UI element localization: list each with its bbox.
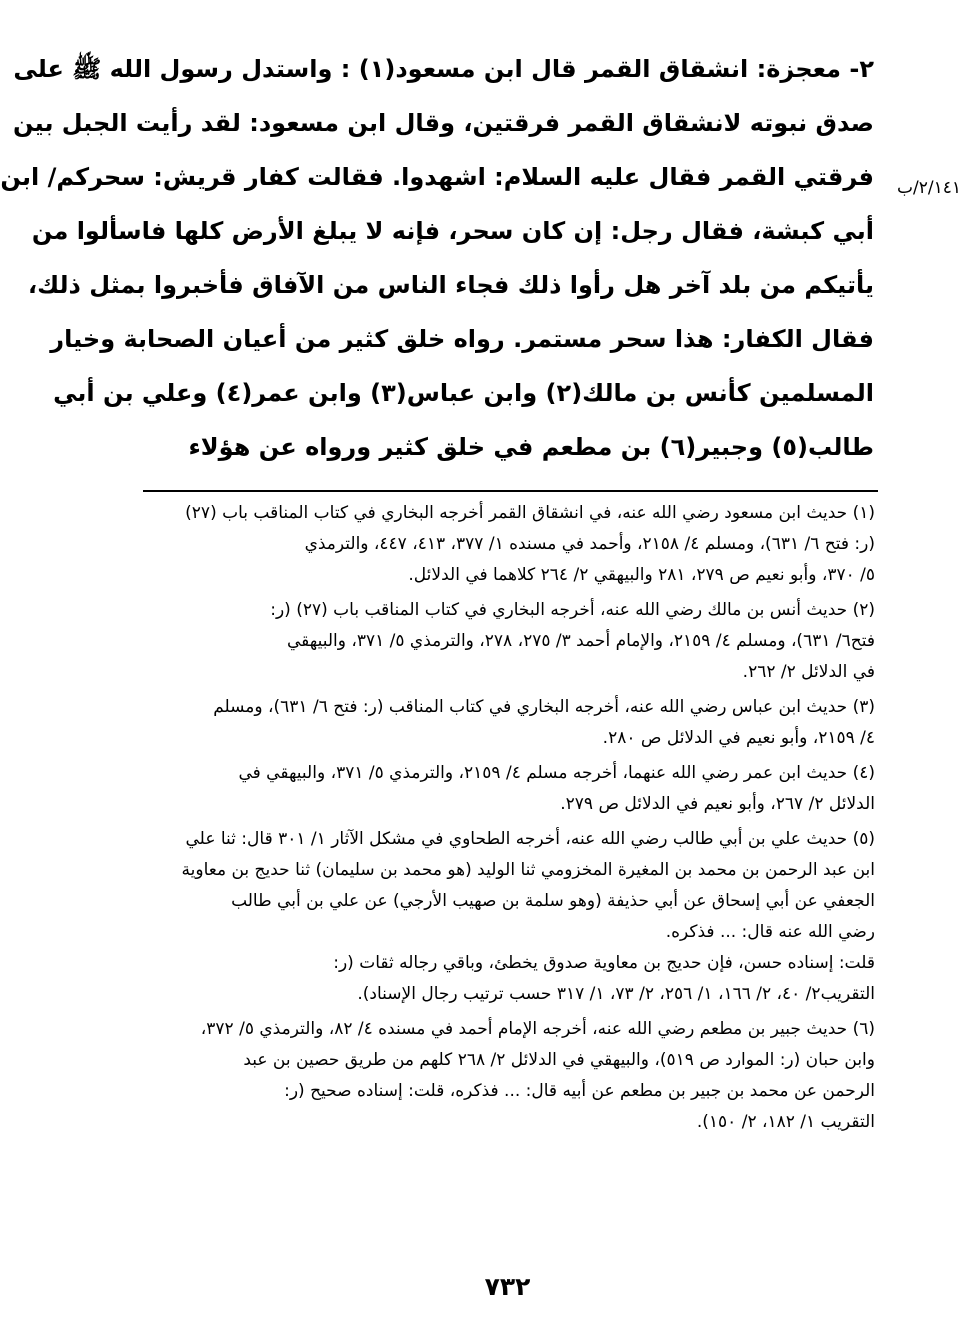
footnote-line: (١) حديث ابن مسعود رضي الله عنه، في انشقاق القمر أخرجه البخاري في كتاب المناقب باب (٢٧): [185, 503, 875, 523]
footnote-line: (٣) حديث ابن عباس رضي الله عنه، أخرجه البخاري في كتاب المناقب (ر: فتح ٦/ ٦٣١)، ومسلم: [213, 697, 875, 717]
footnote-line: الجعفي عن أبي إسحاق عن أبي حذيفة (وهو سلمة بن صهيب الأرجي) عن علي بن أبي طالب: [231, 891, 875, 911]
body-line: صدق نبوته لانشقاق القمر فرقتين، وقال ابن مسعود: لقد رأيت الجبل بين: [13, 109, 874, 137]
footnote-line: (٦) حديث جبير بن مطعم رضي الله عنه، أخرجه الإمام أحمد في مسنده ٤/ ٨٢، والترمذي ٥/ ٣٧٢،: [200, 1019, 875, 1039]
manuscript-folio-note: ٢/١٤١/ب: [897, 178, 961, 198]
body-line: طالب(٥) وجبير(٦) بن مطعم في خلق كثير ورواه عن هؤلاء: [188, 433, 874, 461]
footnote-line: قلت: إسناده حسن، فإن حديج بن معاوية صدوق يخطئ، وباقي رجاله ثقات (ر:: [333, 953, 875, 973]
body-line: فرقتي القمر فقال عليه السلام: اشهدوا. فقالت كفار قريش: سحركم/ ابن: [0, 163, 874, 191]
footnote-6: [141, 1014, 875, 1138]
footnote-line: في الدلائل ٢/ ٢٦٢.: [742, 662, 875, 682]
footnote-divider: [143, 490, 878, 492]
footnote-line: الدلائل ٢/ ٢٦٧، وأبو نعيم في الدلائل ص ٢٧٩.: [560, 794, 875, 814]
footnote-line: ٥/ ٣٧٠، وأبو نعيم ص ٢٧٩، ٢٨١ والبيهقي ٢/ ٢٦٤ كلاهما في الدلائل.: [408, 565, 875, 585]
footnote-5: [141, 824, 875, 1010]
footnote-line: التقريب٢/ ٤٠، ٢/ ١٦٦، ١/ ٢٥٦، ٢/ ٧٣، ١/ ٣١٧ حسب ترتيب رجال الإسناد).: [357, 984, 875, 1004]
footnote-line: الرحمن عن محمد بن جبير بن مطعم عن أبيه قال: ... فذكره، قلت: إسناده صحيح (ر:: [284, 1081, 875, 1101]
body-line: أبي كبشة، فقال رجل: إن كان سحر، فإنه لا يبلغ الأرض كلها فاسألوا من: [31, 217, 874, 245]
footnote-line: (ر: فتح ٦/ ٦٣١)، ومسلم ٤/ ٢١٥٨، وأحمد في مسنده ١/ ٣٧٧، ٤١٣، ٤٤٧، والترمذي: [304, 534, 875, 554]
main-body-text: [0, 42, 874, 474]
footnote-4: [141, 758, 875, 820]
footnote-line: رضي الله عنه قال: ... فذكره.: [665, 922, 875, 942]
footnotes-section: [141, 498, 875, 1142]
page-number: ٧٣٢: [484, 1272, 531, 1301]
body-line: فقال الكفار: هذا سحر مستمر. رواه خلق كثير من أعيان الصحابة وخيار: [50, 325, 874, 353]
footnote-1: [141, 498, 875, 591]
footnote-line: (٤) حديث ابن عمر رضي الله عنهما، أخرجه مسلم ٤/ ٢١٥٩، والترمذي ٥/ ٣٧١، والبيهقي في: [238, 763, 875, 783]
body-line: المسلمين كأنس بن مالك(٢) وابن عباس(٣) وابن عمر(٤) وعلي بن أبي: [53, 379, 874, 407]
footnote-line: وابن حبان (ر: الموارد ص ٥١٩)، والبيهقي في الدلائل ٢/ ٢٦٨ كلهم من طريق حصين بن عبد: [243, 1050, 875, 1070]
footnote-line: فتح٦/ ٦٣١)، ومسلم ٤/ ٢١٥٩، والإمام أحمد ٣/ ٢٧٥، ٢٧٨، والترمذي ٥/ ٣٧١، والبيهقي: [286, 631, 875, 651]
footnote-line: التقريب ١/ ١٨٢، ٢/ ١٥٠).: [696, 1112, 875, 1132]
footnote-line: (٥) حديث علي بن أبي طالب رضي الله عنه، أخرجه الطحاوي في مشكل الآثار ١/ ٣٠١ قال: ثنا علي: [185, 829, 875, 849]
footnote-2: [141, 595, 875, 688]
footnote-line: ابن عبد الرحمن بن محمد بن المغيرة المخزومي ثنا الوليد (هو محمد بن سليمان) ثنا حديج بن معاوية: [181, 860, 875, 880]
footnote-3: [141, 692, 875, 754]
footnote-line: ٤/ ٢١٥٩، وأبو نعيم في الدلائل ص ٢٨٠.: [602, 728, 875, 748]
footnote-line: (٢) حديث أنس بن مالك رضي الله عنه، أخرجه البخاري في كتاب المناقب باب (٢٧) (ر:: [270, 600, 875, 620]
body-line: يأتيكم من بلد آخر هل رأوا ذلك فجاء الناس من الآفاق فأخبروا بمثل ذلك،: [28, 271, 874, 299]
body-line: ٢- معجزة: انشقاق القمر قال ابن مسعود(١) : واستدل رسول الله ﷺ على: [13, 55, 874, 83]
